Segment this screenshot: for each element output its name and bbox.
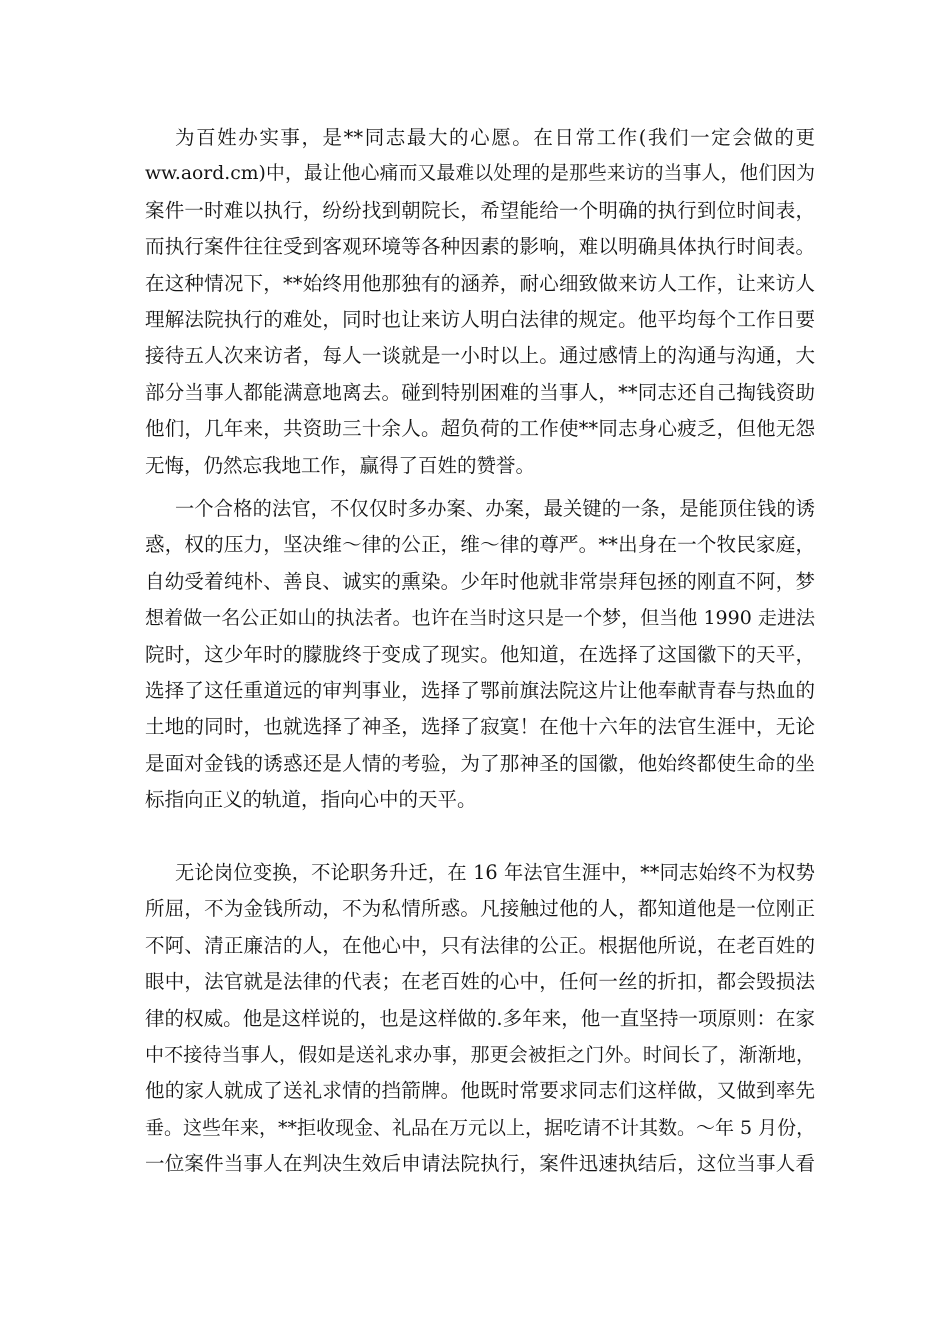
paragraph-3-line-7: 他的家人就成了送礼求情的挡箭牌。他既时常要求同志们这样做，又做到率先 xyxy=(145,1079,815,1103)
paragraph-2-line-8: 是面对金钱的诱惑还是人情的考验，为了那神圣的国徽，他始终都使生命的坐 xyxy=(145,751,815,775)
paragraph-2-line-7: 土地的同时，也就选择了神圣，选择了寂寞！在他十六年的法官生涯中，无论 xyxy=(145,715,815,739)
paragraph-3-line-2: 所屈，不为金钱所动，不为私情所惑。凡接触过他的人，都知道他是一位刚正 xyxy=(145,897,815,921)
paragraph-3-line-5: 律的权威。他是这样说的，也是这样做的.多年来，他一直坚持一项原则：在家 xyxy=(145,1006,815,1030)
paragraph-1-line-5: 在这种情况下，**始终用他那独有的涵养，耐心细致做来访人工作，让来访人 xyxy=(145,271,815,295)
paragraph-1-line-10: 无悔，仍然忘我地工作，赢得了百姓的赞誉。 xyxy=(145,453,536,477)
paragraph-2-line-1: 一个合格的法官，不仅仅时多办案、办案，最关键的一条，是能顶住钱的诱 xyxy=(175,497,815,520)
paragraph-2-line-5: 院时，这少年时的朦胧终于变成了现实。他知道，在选择了这国徽下的天平， xyxy=(145,642,815,666)
paragraph-1-line-6: 理解法院执行的难处，同时也让来访人明白法律的规定。他平均每个工作日要 xyxy=(145,307,815,331)
paragraph-3-line-8: 垂。这些年来，**拒收现金、礼品在万元以上，据吃请不计其数。～年 5 月份， xyxy=(145,1116,816,1139)
paragraph-3-line-9: 一位案件当事人在判决生效后申请法院执行，案件迅速执结后，这位当事人看 xyxy=(145,1152,815,1176)
paragraph-3-line-6: 中不接待当事人，假如是送礼求办事，那更会被拒之门外。时间长了，渐渐地， xyxy=(145,1043,815,1066)
paragraph-3-line-3: 不阿、清正廉洁的人，在他心中，只有法律的公正。根据他所说，在老百姓的 xyxy=(145,933,815,957)
paragraph-2-line-2: 惑，权的压力，坚决维～律的公正，维～律的尊严。**出身在一个牧民家庭， xyxy=(145,533,815,557)
paragraph-2-line-4: 想着做一名公正如山的执法者。也许在当时这只是一个梦，但当他 1990 走进法 xyxy=(145,607,815,630)
paragraph-1-line-2: ww.aord.cm)中，最让他心痛而又最难以处理的是那些来访的当事人，他们因为 xyxy=(145,163,815,185)
paragraph-3 xyxy=(145,855,815,1183)
paragraph-1-line-9: 他们，几年来，共资助三十余人。超负荷的工作使**同志身心疲乏，但他无怨 xyxy=(145,417,815,441)
paragraph-1-line-3: 案件一时难以执行，纷纷找到朝院长，希望能给一个明确的执行到位时间表， xyxy=(145,198,815,222)
paragraph-1 xyxy=(145,120,815,484)
paragraph-1-line-7: 接待五人次来访者，每人一谈就是一小时以上。通过感情上的沟通与沟通，大 xyxy=(145,344,815,368)
paragraph-3-line-1: 无论岗位变换，不论职务升迁，在 16 年法官生涯中，**同志始终不为权势 xyxy=(175,861,815,884)
paragraph-1-line-8: 部分当事人都能满意地离去。碰到特别困难的当事人，**同志还自己掏钱资助 xyxy=(145,380,815,404)
paragraph-1-line-4: 而执行案件往往受到客观环境等各种因素的影响，难以明确具体执行时间表。 xyxy=(145,235,815,259)
paragraph-2 xyxy=(145,491,815,819)
paragraph-2-line-3: 自幼受着纯朴、善良、诚实的熏染。少年时他就非常崇拜包拯的刚直不阿，梦 xyxy=(145,569,815,593)
paragraph-2-line-6: 选择了这任重道远的审判事业，选择了鄂前旗法院这片让他奉献青春与热血的 xyxy=(145,678,815,702)
paragraph-1-line-1: 为百姓办实事，是**同志最大的心愿。在日常工作(我们一定会做的更 xyxy=(175,126,815,149)
paragraph-2-line-9: 标指向正义的轨道，指向心中的天平。 xyxy=(145,788,477,812)
paragraph-3-line-4: 眼中，法官就是法律的代表；在老百姓的心中，任何一丝的折扣，都会毁损法 xyxy=(145,970,815,994)
